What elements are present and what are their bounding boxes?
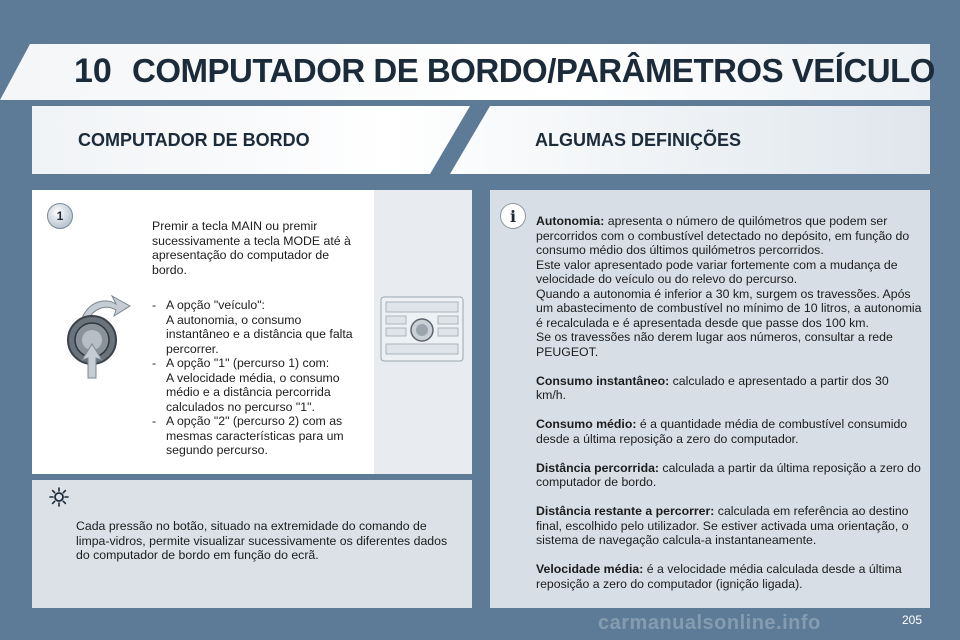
definition-item — [536, 214, 922, 359]
definition-extra: Se os travessões não derem lugar aos números, consultar a rede PEUGEOT. — [536, 330, 893, 359]
left-section-heading: COMPUTADOR DE BORDO — [78, 130, 310, 150]
definitions-list — [536, 214, 922, 606]
definition-item — [536, 417, 922, 446]
option-item — [152, 356, 367, 414]
definition-extra: Quando a autonomia é inferior a 30 km, surgem os travessões. Após um abastecimento de combustível no mínimo de 10 litros, a autonomia é recalculada e é apresentada desde que passe dos 100 km. — [536, 286, 922, 330]
option-dash: - — [152, 356, 157, 370]
definition-term: Autonomia: — [536, 214, 605, 228]
option-title: A opção "2" (percurso 2) com as — [166, 414, 343, 428]
watermark: carmanualsonline.info — [598, 612, 821, 634]
option-item — [152, 298, 367, 356]
option-dash: - — [152, 298, 157, 312]
option-item — [152, 414, 367, 458]
option-description: A velocidade média, o consumo médio e a distância percorrida calculados no percurso "1". — [166, 370, 340, 414]
rotary-dial-icon — [60, 290, 140, 380]
page-number: 205 — [902, 613, 923, 627]
definition-term: Distância restante a percorrer: — [536, 504, 715, 518]
definition-text: calculado e apresentado a partir dos 30 km/h. — [536, 373, 889, 402]
option-description: A autonomia, o consumo instantâneo e a distância que falta percorrer. — [166, 312, 353, 356]
option-dash: - — [152, 414, 157, 428]
definition-term: Velocidade média: — [536, 562, 644, 576]
page-title: COMPUTADOR DE BORDO/PARÂMETROS VEÍCULO — [132, 52, 935, 89]
definition-text: é a quantidade média de combustível consumido desde a última reposição a zero do computador. — [536, 417, 908, 446]
definition-text: calculada a partir da última reposição a zero do computador de bordo. — [536, 460, 921, 489]
definition-item — [536, 504, 922, 548]
tip-text: Cada pressão no botão, situado na extremidade do comando de limpa-vidros, permite visualizar sucessivamente os diferentes dados do computador de bordo em função do ecrã. — [76, 519, 448, 562]
step-instruction: Premir a tecla MAIN ou premir sucessivamente a tecla MODE até à apresentação do computador de bordo. — [152, 219, 351, 277]
definition-extra: Este valor apresentado pode variar fortemente com a mudança de velocidade do veículo ou do relevo do percurso. — [536, 257, 898, 286]
option-title: A opção "1" (percurso 1) com: — [166, 356, 330, 370]
definition-term: Distância percorrida: — [536, 460, 660, 475]
step-1-badge: 1 — [47, 203, 73, 229]
radio-unit-icon — [380, 296, 464, 362]
option-title: A opção "veículo": — [166, 298, 265, 312]
right-section-heading: ALGUMAS DEFINIÇÕES — [535, 130, 742, 150]
definition-text: calculada em referência ao destino final, escolhido pelo utilizador. Se estiver activada uma orientação, o sistema de navegação calcula-a instantaneamente. — [536, 504, 909, 547]
option-description: mesmas características para um segundo percurso. — [166, 428, 344, 457]
light-bulb-icon — [48, 486, 70, 508]
definition-item — [536, 374, 922, 403]
definition-text: apresenta o número de quilómetros que podem ser percorridos com o combustível detectado no depósito, em função do consumo médio dos últimos quilómetros percorridos. — [536, 214, 910, 257]
definition-text: é a velocidade média calculada desde a última reposição a zero do computador (ignição ligada). — [536, 562, 902, 591]
info-icon: i — [500, 203, 526, 229]
definition-term: Consumo médio: — [536, 417, 637, 431]
definition-item — [536, 562, 922, 591]
chapter-number: 10 — [74, 52, 112, 90]
definition-item — [536, 461, 922, 490]
option-list — [152, 298, 367, 458]
definition-term: Consumo instantâneo: — [536, 373, 670, 388]
